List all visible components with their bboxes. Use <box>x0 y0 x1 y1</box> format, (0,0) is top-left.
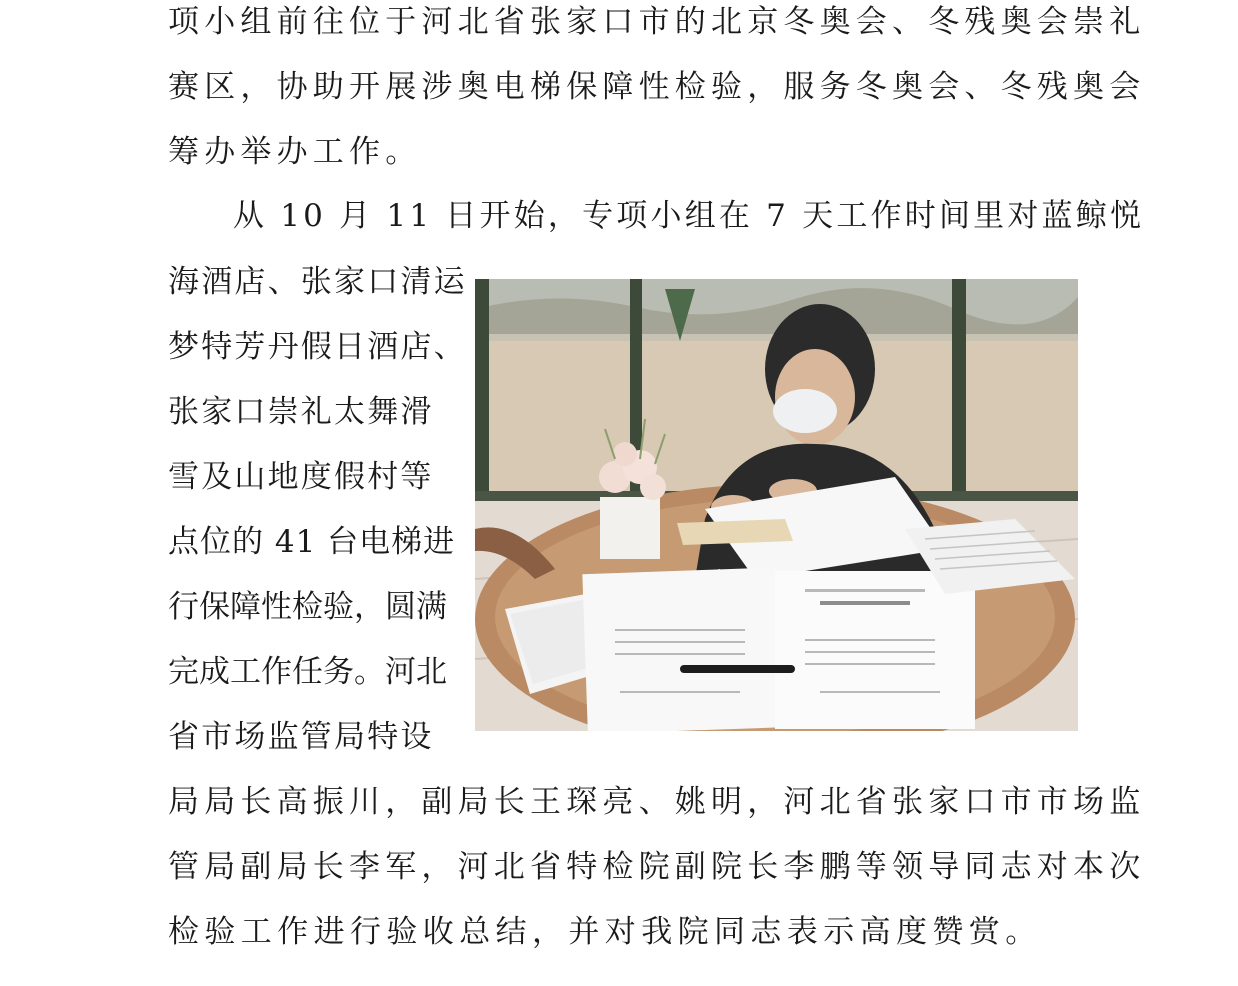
text-line: 行保障性检验，圆满 <box>168 589 447 625</box>
text-line: 项小组前往位于河北省张家口市的北京冬奥会、冬残奥会崇礼 <box>168 4 1146 40</box>
inspection-photo <box>475 279 1078 731</box>
text-line: 张家口崇礼太舞滑 <box>168 394 434 430</box>
text-line: 筹办举办工作。 <box>168 134 422 170</box>
text-line: 省市场监管局特设 <box>168 719 434 755</box>
text-line: 管局副局长李军，河北省特检院副院长李鹏等领导同志对本次 <box>168 849 1146 885</box>
text-line: 检验工作进行验收总结，并对我院同志表示高度赞赏。 <box>168 914 1042 950</box>
text-line: 从 10 月 11 日开始，专项小组在 7 天工作时间里对蓝鲸悦 <box>233 198 1145 234</box>
text-line: 雪及山地度假村等 <box>168 459 434 495</box>
text-line: 局局长高振川，副局长王琛亮、姚明，河北省张家口市市场监 <box>168 784 1146 820</box>
text-line: 点位的 41 台电梯进 <box>168 524 456 560</box>
text-line: 赛区，协助开展涉奥电梯保障性检验，服务冬奥会、冬残奥会 <box>168 69 1146 105</box>
text-line: 梦特芳丹假日酒店、 <box>168 329 467 365</box>
photo-illustration <box>475 279 1078 731</box>
text-line: 完成工作任务。河北 <box>168 654 447 690</box>
text-line: 海酒店、张家口清运 <box>168 264 467 300</box>
